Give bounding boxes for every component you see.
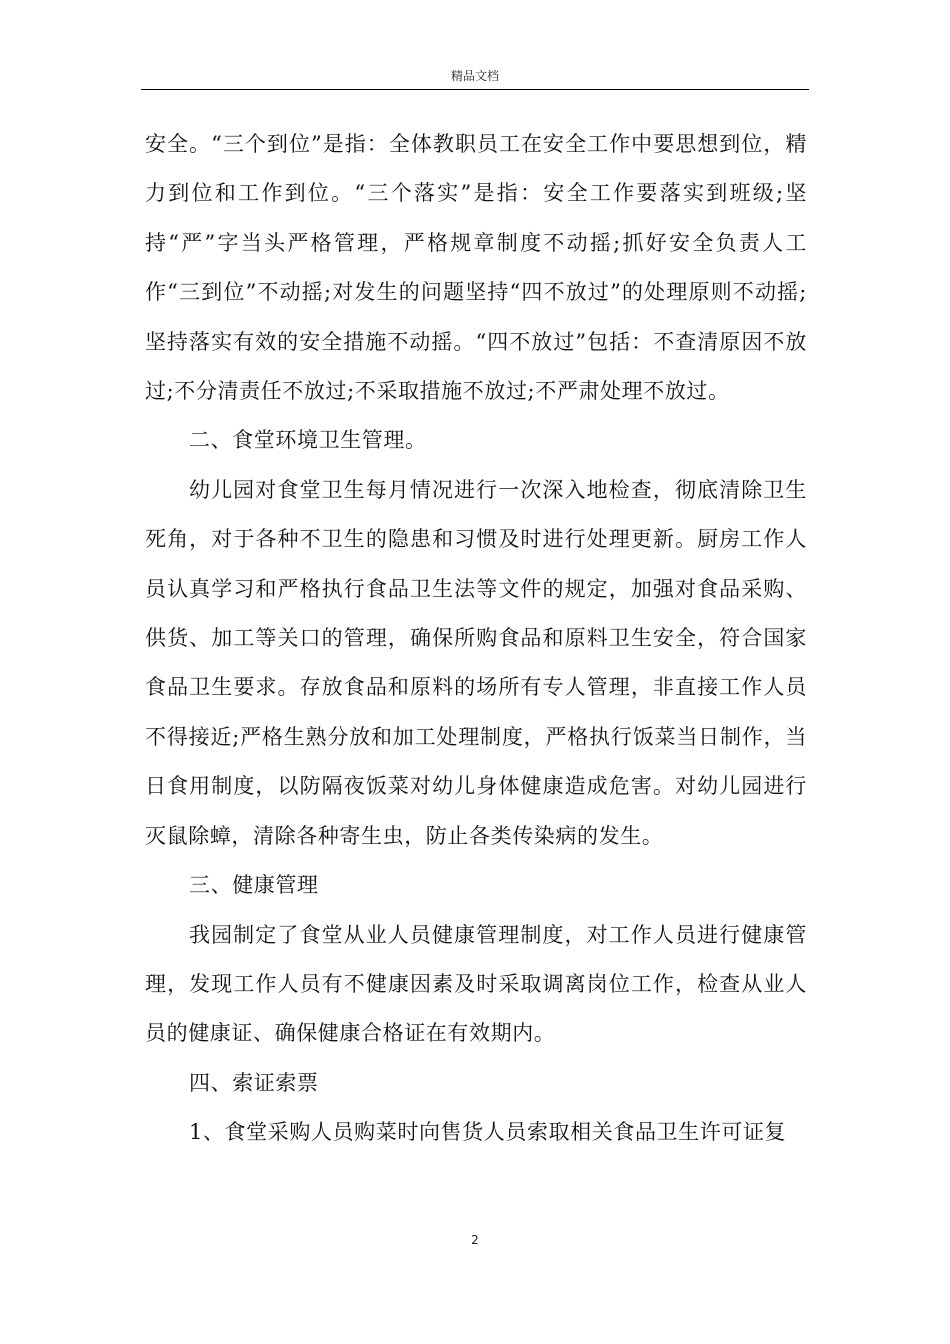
paragraph-certificates-item-1: 1、食堂采购人员购菜时向售货人员索取相关食品卫生许可证复 <box>189 1120 787 1145</box>
paragraph-safety-principles: 安全。“三个到位”是指：全体教职员工在安全工作中要思想到位，精力到位和工作到位。“三个落实”是指：安全工作要落实到班级;坚持“严”字当头严格管理，严格规章制度不动摇;抓好安全负责人工作“三到位”不动摇;对发生的问题坚持“四不放过”的处理原则不动摇;坚持落实有效的安全措施不动摇。“四不放过”包括：不查清原因不放过;不分清责任不放过;不采取措施不放过;不严肃处理不放过。 <box>145 132 807 404</box>
document-body <box>145 120 807 1158</box>
heading-health-management: 三、健康管理 <box>189 873 319 898</box>
paragraph-canteen-hygiene: 幼儿园对食堂卫生每月情况进行一次深入地检查，彻底清除卫生死角，对于各种不卫生的隐患和习惯及时进行处理更新。厨房工作人员认真学习和严格执行食品卫生法等文件的规定，加强对食品采购、供货、加工等关口的管理，确保所购食品和原料卫生安全，符合国家食品卫生要求。存放食品和原料的场所有专人管理，非直接工作人员不得接近;严格生熟分放和加工处理制度，严格执行饭菜当日制作，当日食用制度，以防隔夜饭菜对幼儿身体健康造成危害。对幼儿园进行灭鼠除蟑，清除各种寄生虫，防止各类传染病的发生。 <box>145 477 807 848</box>
paragraph-health-management: 我园制定了食堂从业人员健康管理制度，对工作人员进行健康管理，发现工作人员有不健康因素及时采取调离岗位工作，检查从业人员的健康证、确保健康合格证在有效期内。 <box>145 922 807 1046</box>
heading-canteen-hygiene: 二、食堂环境卫生管理。 <box>189 428 427 453</box>
heading-certificates: 四、索证索票 <box>189 1070 319 1095</box>
page-number: 2 <box>471 1233 479 1247</box>
page-header-title: 精品文档 <box>450 69 499 83</box>
header-divider <box>141 89 809 90</box>
